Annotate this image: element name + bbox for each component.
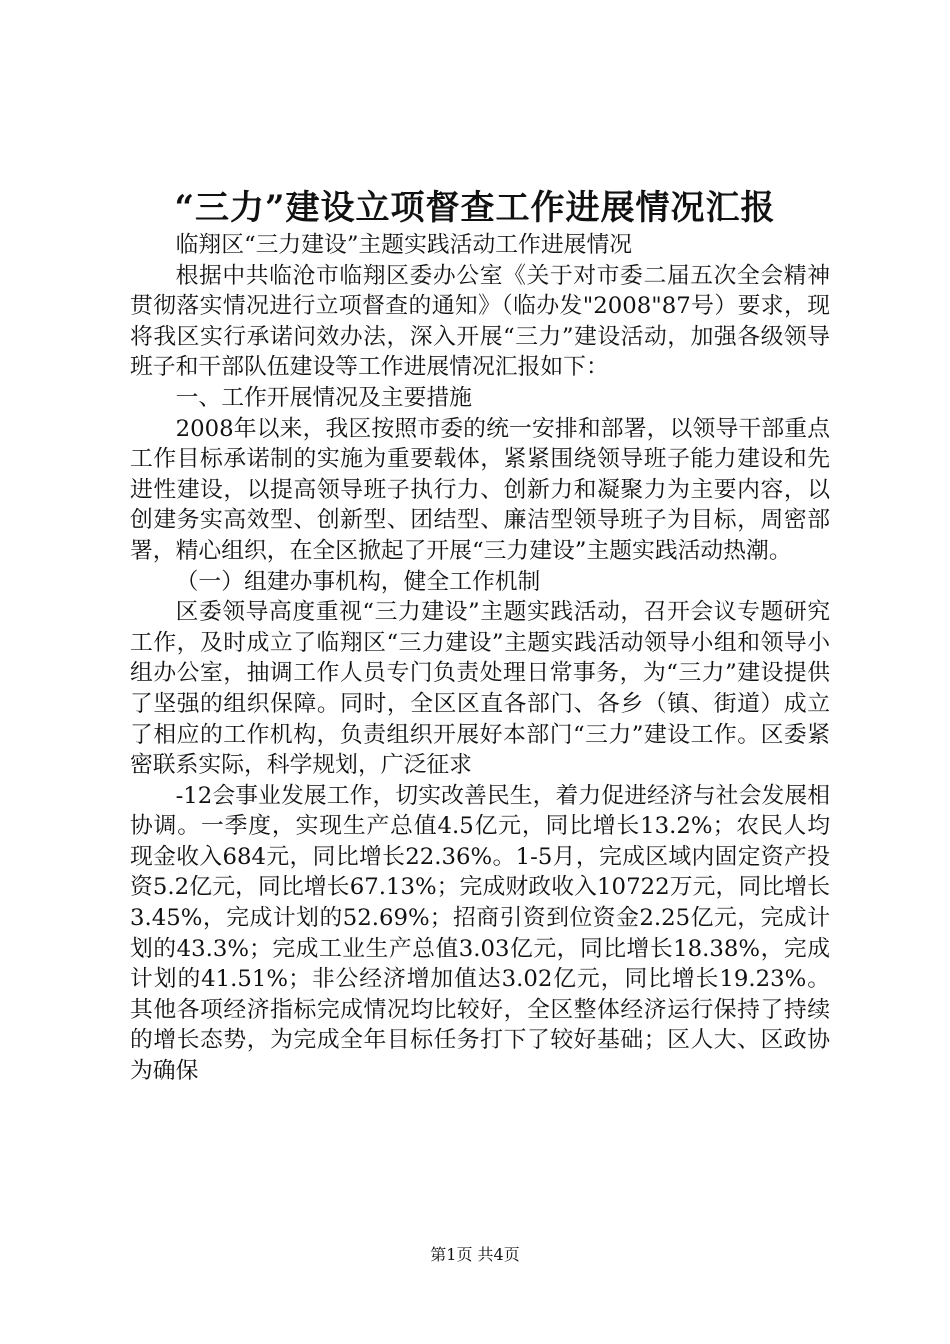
section-heading-1: 一、工作开展情况及主要措施: [175, 384, 472, 411]
paragraph-economic-data: -12会事业发展工作，切实改善民生，着力促进经济与社会发展相协调。一季度，实现生产总值4.5亿元，同比增长13.2%；农民人均现金收入684元，同比增长22.36%。1-5月，完成区域内固定资产投资5.2亿元，同比增长67.13%；完成财政收入10722万元，同比增长3.45%，完成计划的52.69%；招商引资到位资金2.25亿元，完成计划的43.3%；完成工业生产总值3.03亿元，同比增长18.38%，完成计划的41.51%；非公经济增加值达3.02亿元，同比增长19.23%。其他各项经济指标完成情况均比较好，全区整体经济运行保持了持续的增长态势，为完成全年目标任务打下了较好基础；区人大、区政协为确保: [130, 782, 830, 1085]
paragraph-organization: 区委领导高度重视“三力建设”主题实践活动，召开会议专题研究工作，及时成立了临翔区“三力建设”主题实践活动领导小组和领导小组办公室，抽调工作人员专门负责处理日常事务，为“三力”建设提供了坚强的组织保障。同时，全区区直各部门、各乡（镇、街道）成立了相应的工作机构，负责组织开展好本部门“三力”建设工作。区委紧密联系实际，科学规划，广泛征求: [130, 599, 830, 779]
document-title: “三力”建设立项督查工作进展情况汇报: [174, 188, 776, 228]
document-body: [130, 230, 830, 1087]
paragraph-intro: 根据中共临沧市临翔区委办公室《关于对市委二届五次全会精神贯彻落实情况进行立项督查的通知》（临办发"2008"87号）要求，现将我区实行承诺问效办法，深入开展“三力”建设活动，加强各级领导班子和干部队伍建设等工作进展情况汇报如下：: [130, 262, 830, 381]
paragraph-subtitle: 临翔区“三力建设”主题实践活动工作进展情况: [175, 232, 633, 258]
paragraph-overview: 2008年以来，我区按照市委的统一安排和部署，以领导干部重点工作目标承诺制的实施为重要载体，紧紧围绕领导班子能力建设和先进性建设，以提高领导班子执行力、创新力和凝聚力为主要内容，以创建务实高效型、创新型、团结型、廉洁型领导班子为目标，周密部署，精心组织，在全区掀起了开展“三力建设”主题实践活动热潮。: [130, 415, 830, 564]
subsection-heading-1: （一）组建办事机构，健全工作机制: [175, 568, 541, 595]
page-footer: 第1页 共4页: [430, 1245, 520, 1264]
